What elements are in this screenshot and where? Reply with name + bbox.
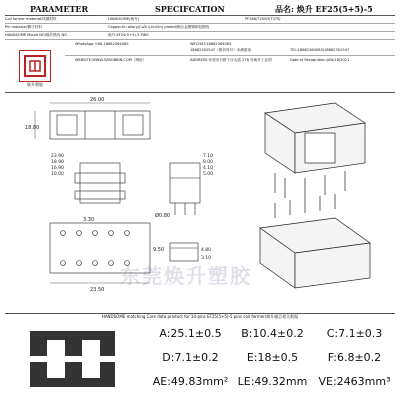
footer-title: HANDSOME matching Core data product for 10-pins EF25(5+5)-5 pins coil former/焕升磁芯相关数据	[101, 314, 299, 319]
dim-small-1: 3.10	[201, 256, 212, 261]
spec-table	[5, 16, 395, 92]
wechat-label: WECHAT:18682364083	[190, 42, 232, 46]
spec-value: 焕升-EF25(5+5)-5 PINS	[108, 33, 149, 37]
param-a: A:25.1±0.5	[159, 327, 222, 340]
whatsapp-text: WhatsApp:+86-18682364083	[75, 42, 129, 46]
dim-pin-dia: Ø0.80	[155, 213, 171, 219]
dim-side-1: 18.90	[51, 160, 64, 165]
dim-width: 26.00	[90, 97, 105, 103]
wechat-number: 18682352547（微信同号）未满需加	[190, 48, 252, 52]
dim-small-0: 4.80	[201, 248, 212, 253]
spec-key: HANDSOME Mould NO/焕升模具 NO	[5, 33, 68, 37]
spec-row-pin	[5, 24, 395, 31]
dim-left: 18.80	[25, 125, 40, 131]
spec-value-2: PF268/T200H/T375J	[245, 17, 281, 21]
dim-right-3: 5.00	[203, 172, 214, 177]
param-b: B:10.4±0.2	[241, 327, 304, 340]
spec-value: Copper-tin allory(Cu5n),tin(Sn) plated/铜合金镀锡铜包钢线	[108, 25, 210, 29]
param-d: D:7.1±0.2	[162, 351, 219, 364]
date-text: Date of Recognition:JUN/18/2021	[290, 58, 350, 62]
specification-heading: SPECIFCATION	[155, 4, 225, 14]
parameter-heading: PARAMETER	[30, 4, 89, 14]
param-le: LE:49.32mm	[237, 375, 308, 388]
website-link[interactable]: WEBSITE:WWW.SZBOBBIN.COM（网址）	[75, 58, 147, 62]
dim-side-3: 10.00	[51, 172, 64, 177]
logo-graphic	[20, 51, 50, 81]
tel-text: TEL:18682364083/18682352547	[290, 48, 350, 52]
watermark: 东莞焕升塑胶	[120, 264, 252, 288]
dim-right-1: 8.00	[203, 160, 214, 165]
core-shape-diagram	[20, 326, 130, 392]
address-text: ADDRESS:东莞市石排下沙大道 276 号焕升工业园	[190, 58, 272, 62]
spec-key: Pin material/脚子材料	[5, 25, 43, 29]
dim-side-2: 16.90	[51, 166, 64, 171]
logo-mark	[19, 50, 51, 82]
dim-side-0: 23.90	[51, 154, 64, 159]
isometric-view-bottom	[260, 194, 370, 288]
spec-row-mould	[5, 32, 395, 39]
spec-value: HANDSOME(焕升)	[108, 17, 140, 21]
core-params-grid	[150, 322, 395, 394]
dim-bottom-width: 23.50	[90, 287, 105, 293]
dim-right-0: 7.10	[203, 154, 214, 159]
product-name: 品名: 焕升 EF25(5+5)-5	[275, 4, 373, 14]
header-bar	[5, 4, 395, 15]
logo-text: 焕升塑胶	[27, 82, 43, 87]
param-ve: VE:2463mm³	[318, 375, 391, 388]
isometric-view-top	[265, 103, 365, 198]
side-view-outline	[170, 163, 200, 203]
dim-pin-pitch: 3.30	[83, 217, 95, 223]
param-e: E:18±0.5	[246, 351, 299, 364]
param-f: F:6.8±0.2	[327, 351, 382, 364]
row-divider	[5, 39, 395, 40]
param-c: C:7.1±0.3	[326, 327, 383, 340]
spec-key: Coil former material/线圈材料	[5, 17, 57, 21]
company-logo	[5, 50, 65, 90]
dim-bottom-height: 9.50	[153, 247, 165, 253]
row-divider	[65, 55, 395, 56]
dim-right-2: 4.10	[203, 166, 214, 171]
spec-row-material	[5, 16, 395, 23]
param-ae: AE:49.83mm²	[152, 375, 229, 388]
